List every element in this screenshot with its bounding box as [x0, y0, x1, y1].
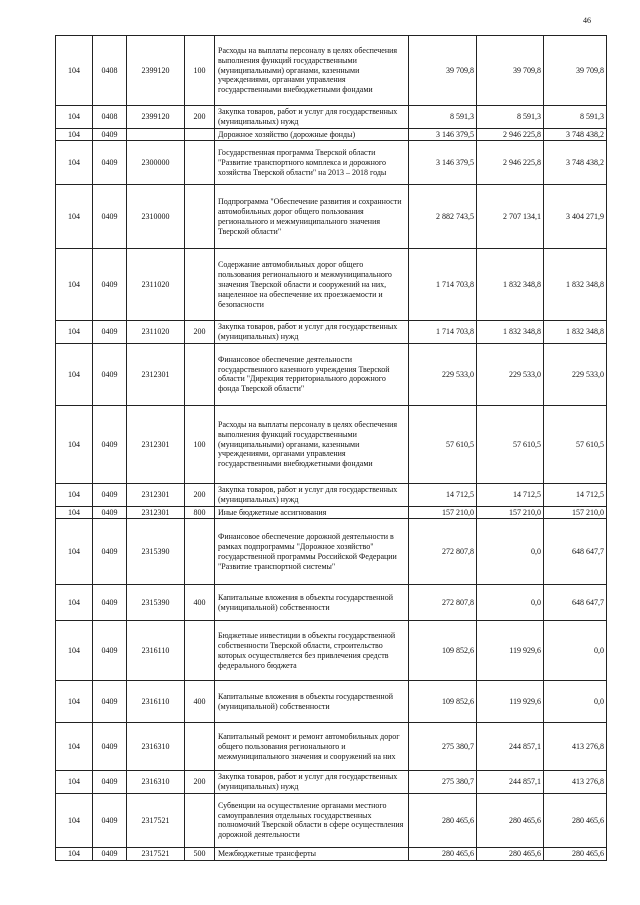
table-row	[56, 681, 607, 723]
section-code-cell: 0409	[93, 771, 127, 794]
ministry-code-cell: 104	[56, 723, 93, 771]
section-code-cell: 0409	[93, 405, 127, 483]
table-row	[56, 343, 607, 405]
section-code-cell: 0409	[93, 128, 127, 141]
amount-year1-cell: 14 712,5	[409, 483, 477, 506]
table-row	[56, 249, 607, 321]
table-row	[56, 771, 607, 794]
expense-type-cell	[185, 793, 215, 847]
table-row	[56, 483, 607, 506]
table-row	[56, 185, 607, 249]
amount-year3-cell: 229 533,0	[544, 343, 607, 405]
amount-year3-cell: 3 404 271,9	[544, 185, 607, 249]
amount-year2-cell: 8 591,3	[477, 106, 544, 129]
amount-year1-cell: 157 210,0	[409, 506, 477, 519]
target-article-cell: 2399120	[127, 36, 185, 106]
ministry-code-cell: 104	[56, 681, 93, 723]
section-code-cell: 0409	[93, 185, 127, 249]
item-name-cell: Расходы на выплаты персоналу в целях обеспечения выполнения функций государственными (муниципальными) органами, казенными учреждениями, органами управления государственными внебюджетными фондами	[215, 36, 409, 106]
amount-year3-cell: 3 748 438,2	[544, 128, 607, 141]
table-row	[56, 36, 607, 106]
amount-year3-cell: 413 276,8	[544, 771, 607, 794]
expense-type-cell: 800	[185, 506, 215, 519]
expense-type-cell: 200	[185, 321, 215, 344]
amount-year1-cell: 109 852,6	[409, 681, 477, 723]
budget-table	[55, 35, 607, 861]
section-code-cell: 0409	[93, 681, 127, 723]
amount-year1-cell: 275 380,7	[409, 723, 477, 771]
amount-year2-cell: 39 709,8	[477, 36, 544, 106]
expense-type-cell	[185, 519, 215, 585]
target-article-cell: 2316110	[127, 621, 185, 681]
item-name-cell: Межбюджетные трансферты	[215, 847, 409, 860]
amount-year3-cell: 0,0	[544, 621, 607, 681]
section-code-cell: 0409	[93, 621, 127, 681]
amount-year3-cell: 157 210,0	[544, 506, 607, 519]
amount-year2-cell: 280 465,6	[477, 793, 544, 847]
ministry-code-cell: 104	[56, 249, 93, 321]
expense-type-cell: 200	[185, 771, 215, 794]
amount-year3-cell: 648 647,7	[544, 519, 607, 585]
target-article-cell: 2317521	[127, 793, 185, 847]
item-name-cell: Дорожное хозяйство (дорожные фонды)	[215, 128, 409, 141]
ministry-code-cell: 104	[56, 519, 93, 585]
amount-year3-cell: 648 647,7	[544, 585, 607, 621]
amount-year3-cell: 57 610,5	[544, 405, 607, 483]
target-article-cell: 2316110	[127, 681, 185, 723]
expense-type-cell: 400	[185, 585, 215, 621]
expense-type-cell	[185, 185, 215, 249]
ministry-code-cell: 104	[56, 128, 93, 141]
amount-year1-cell: 272 807,8	[409, 519, 477, 585]
amount-year1-cell: 109 852,6	[409, 621, 477, 681]
amount-year3-cell: 39 709,8	[544, 36, 607, 106]
ministry-code-cell: 104	[56, 141, 93, 185]
amount-year2-cell: 280 465,6	[477, 847, 544, 860]
table-row	[56, 585, 607, 621]
amount-year2-cell: 157 210,0	[477, 506, 544, 519]
amount-year2-cell: 229 533,0	[477, 343, 544, 405]
expense-type-cell: 400	[185, 681, 215, 723]
amount-year1-cell: 280 465,6	[409, 793, 477, 847]
section-code-cell: 0409	[93, 343, 127, 405]
expense-type-cell	[185, 128, 215, 141]
target-article-cell: 2312301	[127, 405, 185, 483]
item-name-cell: Расходы на выплаты персоналу в целях обеспечения выполнения функций государственными (муниципальными) органами, казенными учреждениями, органами управления государственными внебюджетными фондами	[215, 405, 409, 483]
section-code-cell: 0409	[93, 506, 127, 519]
ministry-code-cell: 104	[56, 506, 93, 519]
target-article-cell: 2316310	[127, 723, 185, 771]
amount-year3-cell: 14 712,5	[544, 483, 607, 506]
ministry-code-cell: 104	[56, 343, 93, 405]
ministry-code-cell: 104	[56, 585, 93, 621]
expense-type-cell: 200	[185, 106, 215, 129]
target-article-cell: 2311020	[127, 249, 185, 321]
amount-year3-cell: 1 832 348,8	[544, 321, 607, 344]
item-name-cell: Бюджетные инвестиции в объекты государственной собственности Тверской области, строительство которых осуществляется без привлечения средств федерального бюджета	[215, 621, 409, 681]
target-article-cell: 2300000	[127, 141, 185, 185]
amount-year1-cell: 39 709,8	[409, 36, 477, 106]
expense-type-cell: 500	[185, 847, 215, 860]
table-row	[56, 106, 607, 129]
expense-type-cell	[185, 141, 215, 185]
section-code-cell: 0409	[93, 723, 127, 771]
target-article-cell: 2315390	[127, 519, 185, 585]
amount-year2-cell: 2 707 134,1	[477, 185, 544, 249]
section-code-cell: 0409	[93, 321, 127, 344]
target-article-cell: 2317521	[127, 847, 185, 860]
amount-year2-cell: 119 929,6	[477, 621, 544, 681]
amount-year1-cell: 280 465,6	[409, 847, 477, 860]
ministry-code-cell: 104	[56, 483, 93, 506]
amount-year2-cell: 57 610,5	[477, 405, 544, 483]
table-body	[56, 36, 607, 861]
ministry-code-cell: 104	[56, 36, 93, 106]
table-row	[56, 793, 607, 847]
table-row	[56, 321, 607, 344]
table-row	[56, 723, 607, 771]
section-code-cell: 0409	[93, 519, 127, 585]
expense-type-cell	[185, 249, 215, 321]
item-name-cell: Закупка товаров, работ и услуг для государственных (муниципальных) нужд	[215, 106, 409, 129]
item-name-cell: Финансовое обеспечение дорожной деятельности в рамках подпрограммы "Дорожное хозяйство" государственной программы Российской Федерации "Развитие транспортной системы"	[215, 519, 409, 585]
target-article-cell: 2312301	[127, 506, 185, 519]
ministry-code-cell: 104	[56, 185, 93, 249]
table-row	[56, 141, 607, 185]
amount-year2-cell: 2 946 225,8	[477, 128, 544, 141]
target-article-cell: 2312301	[127, 343, 185, 405]
section-code-cell: 0408	[93, 106, 127, 129]
target-article-cell: 2312301	[127, 483, 185, 506]
amount-year2-cell: 119 929,6	[477, 681, 544, 723]
target-article-cell: 2399120	[127, 106, 185, 129]
ministry-code-cell: 104	[56, 771, 93, 794]
section-code-cell: 0409	[93, 585, 127, 621]
amount-year3-cell: 0,0	[544, 681, 607, 723]
amount-year1-cell: 1 714 703,8	[409, 321, 477, 344]
section-code-cell: 0409	[93, 141, 127, 185]
ministry-code-cell: 104	[56, 621, 93, 681]
section-code-cell: 0409	[93, 793, 127, 847]
amount-year1-cell: 8 591,3	[409, 106, 477, 129]
ministry-code-cell: 104	[56, 321, 93, 344]
ministry-code-cell: 104	[56, 405, 93, 483]
target-article-cell: 2311020	[127, 321, 185, 344]
amount-year1-cell: 1 714 703,8	[409, 249, 477, 321]
item-name-cell: Финансовое обеспечение деятельности государственного казенного учреждения Тверской области "Дирекция территориального дорожного фонда Тверской области"	[215, 343, 409, 405]
target-article-cell: 2310000	[127, 185, 185, 249]
table-row	[56, 128, 607, 141]
amount-year2-cell: 244 857,1	[477, 771, 544, 794]
item-name-cell: Подпрограмма "Обеспечение развития и сохранности автомобильных дорог общего пользования регионального и межмуниципального значения Тверской области"	[215, 185, 409, 249]
expense-type-cell	[185, 723, 215, 771]
table-row	[56, 519, 607, 585]
item-name-cell: Капитальные вложения в объекты государственной (муниципальной) собственности	[215, 681, 409, 723]
section-code-cell: 0409	[93, 483, 127, 506]
amount-year1-cell: 229 533,0	[409, 343, 477, 405]
amount-year3-cell: 8 591,3	[544, 106, 607, 129]
amount-year3-cell: 280 465,6	[544, 847, 607, 860]
item-name-cell: Субвенции на осуществление органами местного самоуправления отдельных государственных полномочий Тверской области в сфере осуществления дорожной деятельности	[215, 793, 409, 847]
page-number: 46	[583, 16, 591, 25]
item-name-cell: Содержание автомобильных дорог общего пользования регионального и межмуниципального значения Тверской области и сооружений на них, нацеленное на обеспечение их проезжаемости и безопасности	[215, 249, 409, 321]
amount-year2-cell: 2 946 225,8	[477, 141, 544, 185]
table-row	[56, 621, 607, 681]
amount-year2-cell: 1 832 348,8	[477, 321, 544, 344]
target-article-cell	[127, 128, 185, 141]
item-name-cell: Капитальные вложения в объекты государственной (муниципальной) собственности	[215, 585, 409, 621]
target-article-cell: 2316310	[127, 771, 185, 794]
ministry-code-cell: 104	[56, 847, 93, 860]
amount-year1-cell: 3 146 379,5	[409, 141, 477, 185]
section-code-cell: 0409	[93, 847, 127, 860]
table-row	[56, 405, 607, 483]
item-name-cell: Закупка товаров, работ и услуг для государственных (муниципальных) нужд	[215, 321, 409, 344]
amount-year1-cell: 57 610,5	[409, 405, 477, 483]
expense-type-cell	[185, 621, 215, 681]
section-code-cell: 0409	[93, 249, 127, 321]
amount-year1-cell: 3 146 379,5	[409, 128, 477, 141]
expense-type-cell: 200	[185, 483, 215, 506]
table-row	[56, 506, 607, 519]
item-name-cell: Иные бюджетные ассигнования	[215, 506, 409, 519]
amount-year2-cell: 1 832 348,8	[477, 249, 544, 321]
amount-year3-cell: 3 748 438,2	[544, 141, 607, 185]
expense-type-cell: 100	[185, 36, 215, 106]
item-name-cell: Закупка товаров, работ и услуг для государственных (муниципальных) нужд	[215, 771, 409, 794]
item-name-cell: Капитальный ремонт и ремонт автомобильных дорог общего пользования регионального и межмуниципального значения и сооружений на них	[215, 723, 409, 771]
amount-year2-cell: 14 712,5	[477, 483, 544, 506]
amount-year1-cell: 272 807,8	[409, 585, 477, 621]
section-code-cell: 0408	[93, 36, 127, 106]
ministry-code-cell: 104	[56, 793, 93, 847]
expense-type-cell: 100	[185, 405, 215, 483]
amount-year1-cell: 2 882 743,5	[409, 185, 477, 249]
amount-year2-cell: 0,0	[477, 585, 544, 621]
expense-type-cell	[185, 343, 215, 405]
item-name-cell: Государственная программа Тверской области "Развитие транспортного комплекса и дорожного хозяйства Тверской области" на 2013 – 2018 годы	[215, 141, 409, 185]
ministry-code-cell: 104	[56, 106, 93, 129]
amount-year1-cell: 275 380,7	[409, 771, 477, 794]
amount-year3-cell: 1 832 348,8	[544, 249, 607, 321]
item-name-cell: Закупка товаров, работ и услуг для государственных (муниципальных) нужд	[215, 483, 409, 506]
table-row	[56, 847, 607, 860]
amount-year2-cell: 244 857,1	[477, 723, 544, 771]
amount-year3-cell: 280 465,6	[544, 793, 607, 847]
target-article-cell: 2315390	[127, 585, 185, 621]
amount-year3-cell: 413 276,8	[544, 723, 607, 771]
amount-year2-cell: 0,0	[477, 519, 544, 585]
